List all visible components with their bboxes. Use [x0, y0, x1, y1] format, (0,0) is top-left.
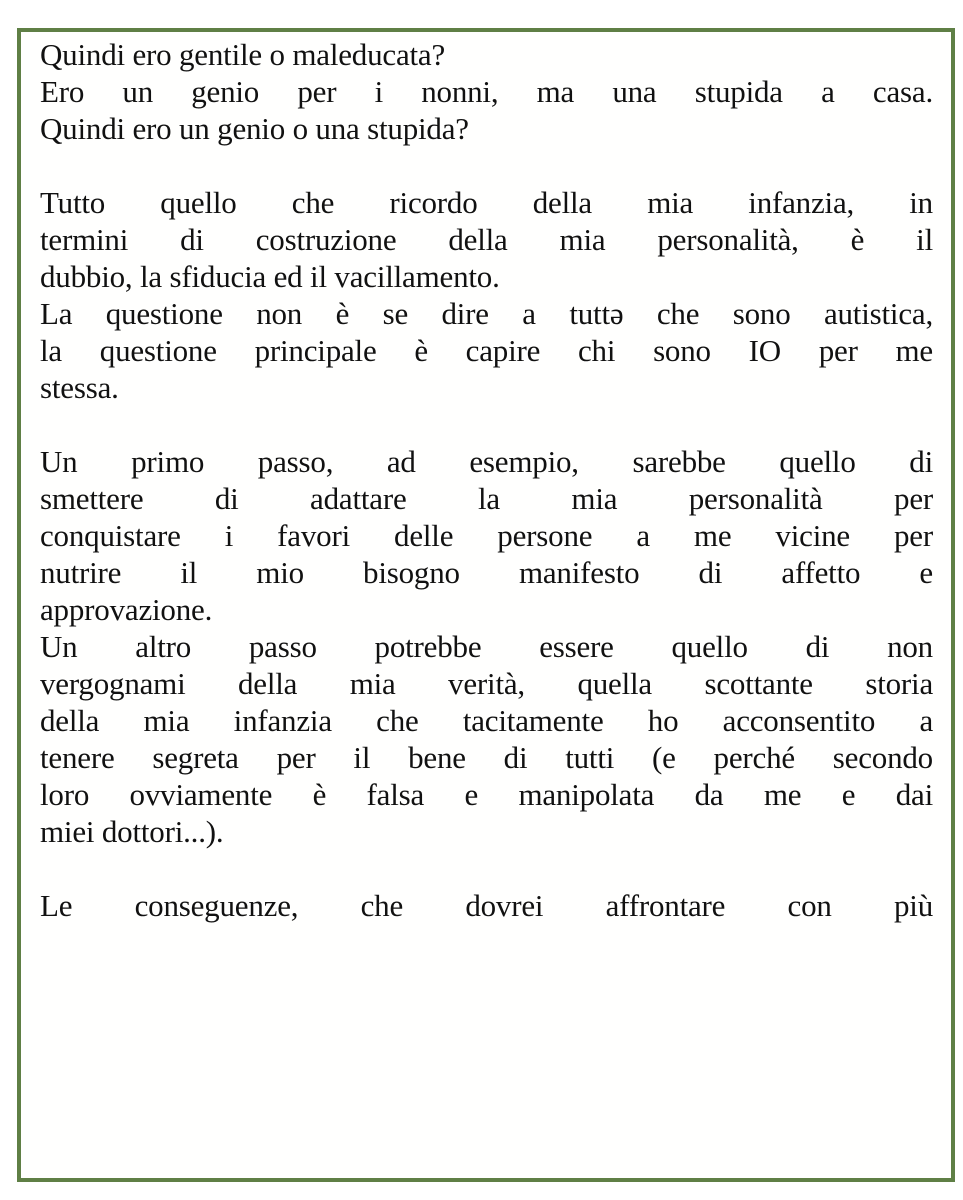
document-frame: [17, 28, 955, 1182]
text-line: miei dottori...).: [40, 814, 224, 849]
text-line: Le conseguenze, che dovrei affrontare con più: [40, 888, 933, 923]
text-line: loro ovviamente è falsa e manipolata da me e dai: [40, 777, 933, 812]
text-line: La questione non è se dire a tuttə che sono autistica,: [40, 296, 933, 331]
text-line: Tutto quello che ricordo della mia infanzia, in: [40, 185, 933, 220]
text-line: vergognami della mia verità, quella scottante storia: [40, 666, 933, 701]
text-line: Ero un genio per i nonni, ma una stupida a casa.: [40, 74, 933, 109]
text-line: Quindi ero un genio o una stupida?: [40, 111, 469, 146]
text-line: Un altro passo potrebbe essere quello di non: [40, 629, 933, 664]
document-text: [40, 36, 933, 924]
text-line: approvazione.: [40, 592, 213, 627]
text-line: della mia infanzia che tacitamente ho acconsentito a: [40, 703, 933, 738]
paragraph-gap: [40, 406, 933, 443]
text-line: Un primo passo, ad esempio, sarebbe quello di: [40, 444, 933, 479]
text-line: conquistare i favori delle persone a me vicine per: [40, 518, 933, 553]
text-line: la questione principale è capire chi sono IO per me: [40, 333, 933, 368]
text-line: dubbio, la sfiducia ed il vacillamento.: [40, 259, 500, 294]
text-line: Quindi ero gentile o maleducata?: [40, 37, 446, 72]
text-line: termini di costruzione della mia personalità, è il: [40, 222, 933, 257]
text-line: nutrire il mio bisogno manifesto di affetto e: [40, 555, 933, 590]
text-line: smettere di adattare la mia personalità per: [40, 481, 933, 516]
paragraph-gap: [40, 850, 933, 887]
text-line: stessa.: [40, 370, 119, 405]
text-line: tenere segreta per il bene di tutti (e perché secondo: [40, 740, 933, 775]
paragraph-gap: [40, 147, 933, 184]
